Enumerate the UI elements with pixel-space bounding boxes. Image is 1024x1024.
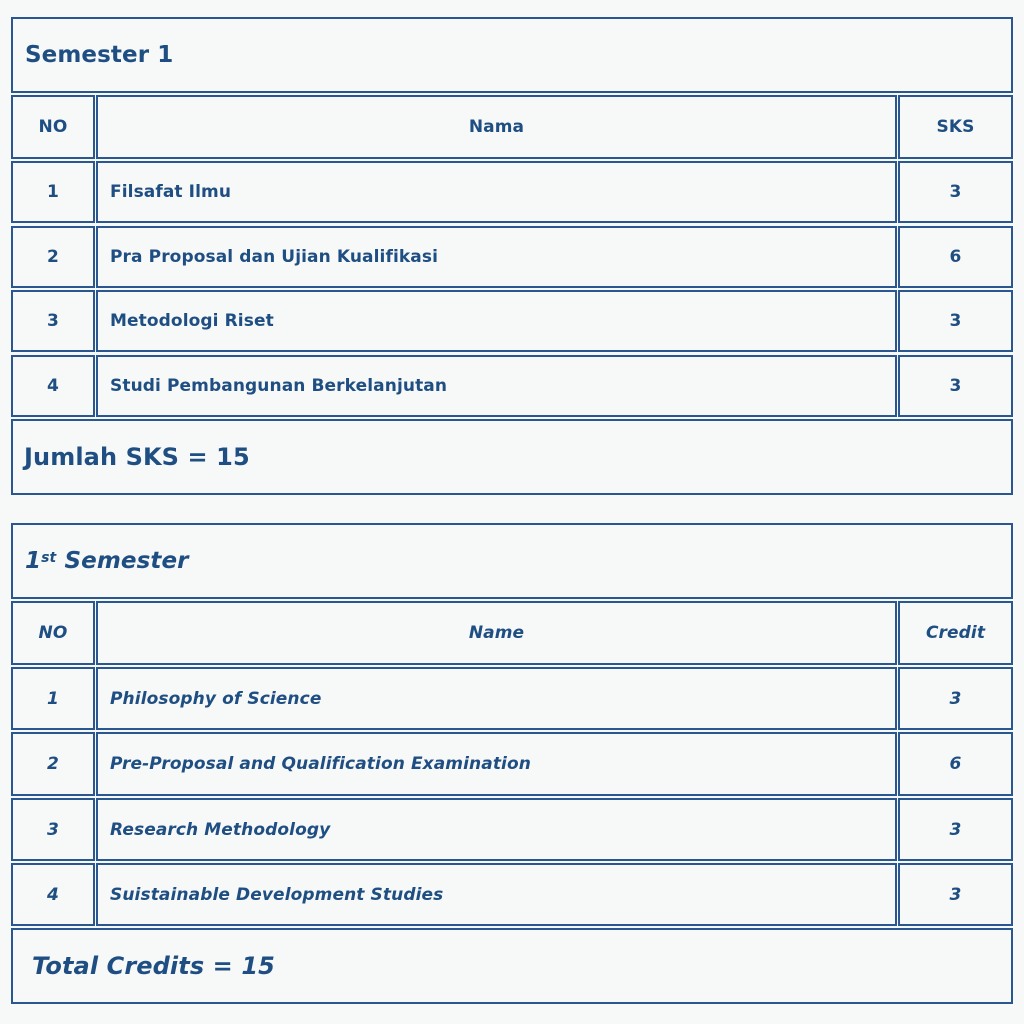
row-4-name: Suistainable Development Studies [96, 863, 897, 926]
row-3-no: 3 [11, 798, 95, 861]
row-2-credit: 6 [898, 732, 1013, 796]
row-2-credit: 6 [898, 226, 1013, 288]
row-1-credit: 3 [898, 161, 1013, 223]
row-4-name: Studi Pembangunan Berkelanjutan [96, 355, 897, 417]
row-1-name: Philosophy of Science [96, 667, 897, 730]
row-3-no: 3 [11, 290, 95, 352]
header-name: Nama [96, 95, 897, 159]
row-2-no: 2 [11, 226, 95, 288]
row-2-name: Pra Proposal dan Ujian Kualifikasi [96, 226, 897, 288]
row-3-name: Research Methodology [96, 798, 897, 861]
title-word: Semester [56, 548, 189, 574]
row-4-no: 4 [11, 863, 95, 926]
header-no: NO [11, 95, 95, 159]
row-3-credit: 3 [898, 290, 1013, 352]
row-2-no: 2 [11, 732, 95, 796]
row-1-no: 1 [11, 161, 95, 223]
row-2-name: Pre-Proposal and Qualification Examination [96, 732, 897, 796]
header-no: NO [11, 601, 95, 665]
header-credit: SKS [898, 95, 1013, 159]
row-3-credit: 3 [898, 798, 1013, 861]
total-credits: Total Credits = 15 [11, 928, 1013, 1004]
header-name: Name [96, 601, 897, 665]
row-3-name: Metodologi Riset [96, 290, 897, 352]
row-1-name: Filsafat Ilmu [96, 161, 897, 223]
title-number: 1 [25, 548, 42, 574]
total-credits: Jumlah SKS = 15 [11, 419, 1013, 495]
row-4-credit: 3 [898, 355, 1013, 417]
table-title: Semester 1 [11, 17, 1013, 93]
table-title: 1 $^{st}$ Semester [11, 523, 1013, 599]
header-credit: Credit [898, 601, 1013, 665]
row-1-credit: 3 [898, 667, 1013, 730]
row-4-credit: 3 [898, 863, 1013, 926]
row-4-no: 4 [11, 355, 95, 417]
row-1-no: 1 [11, 667, 95, 730]
